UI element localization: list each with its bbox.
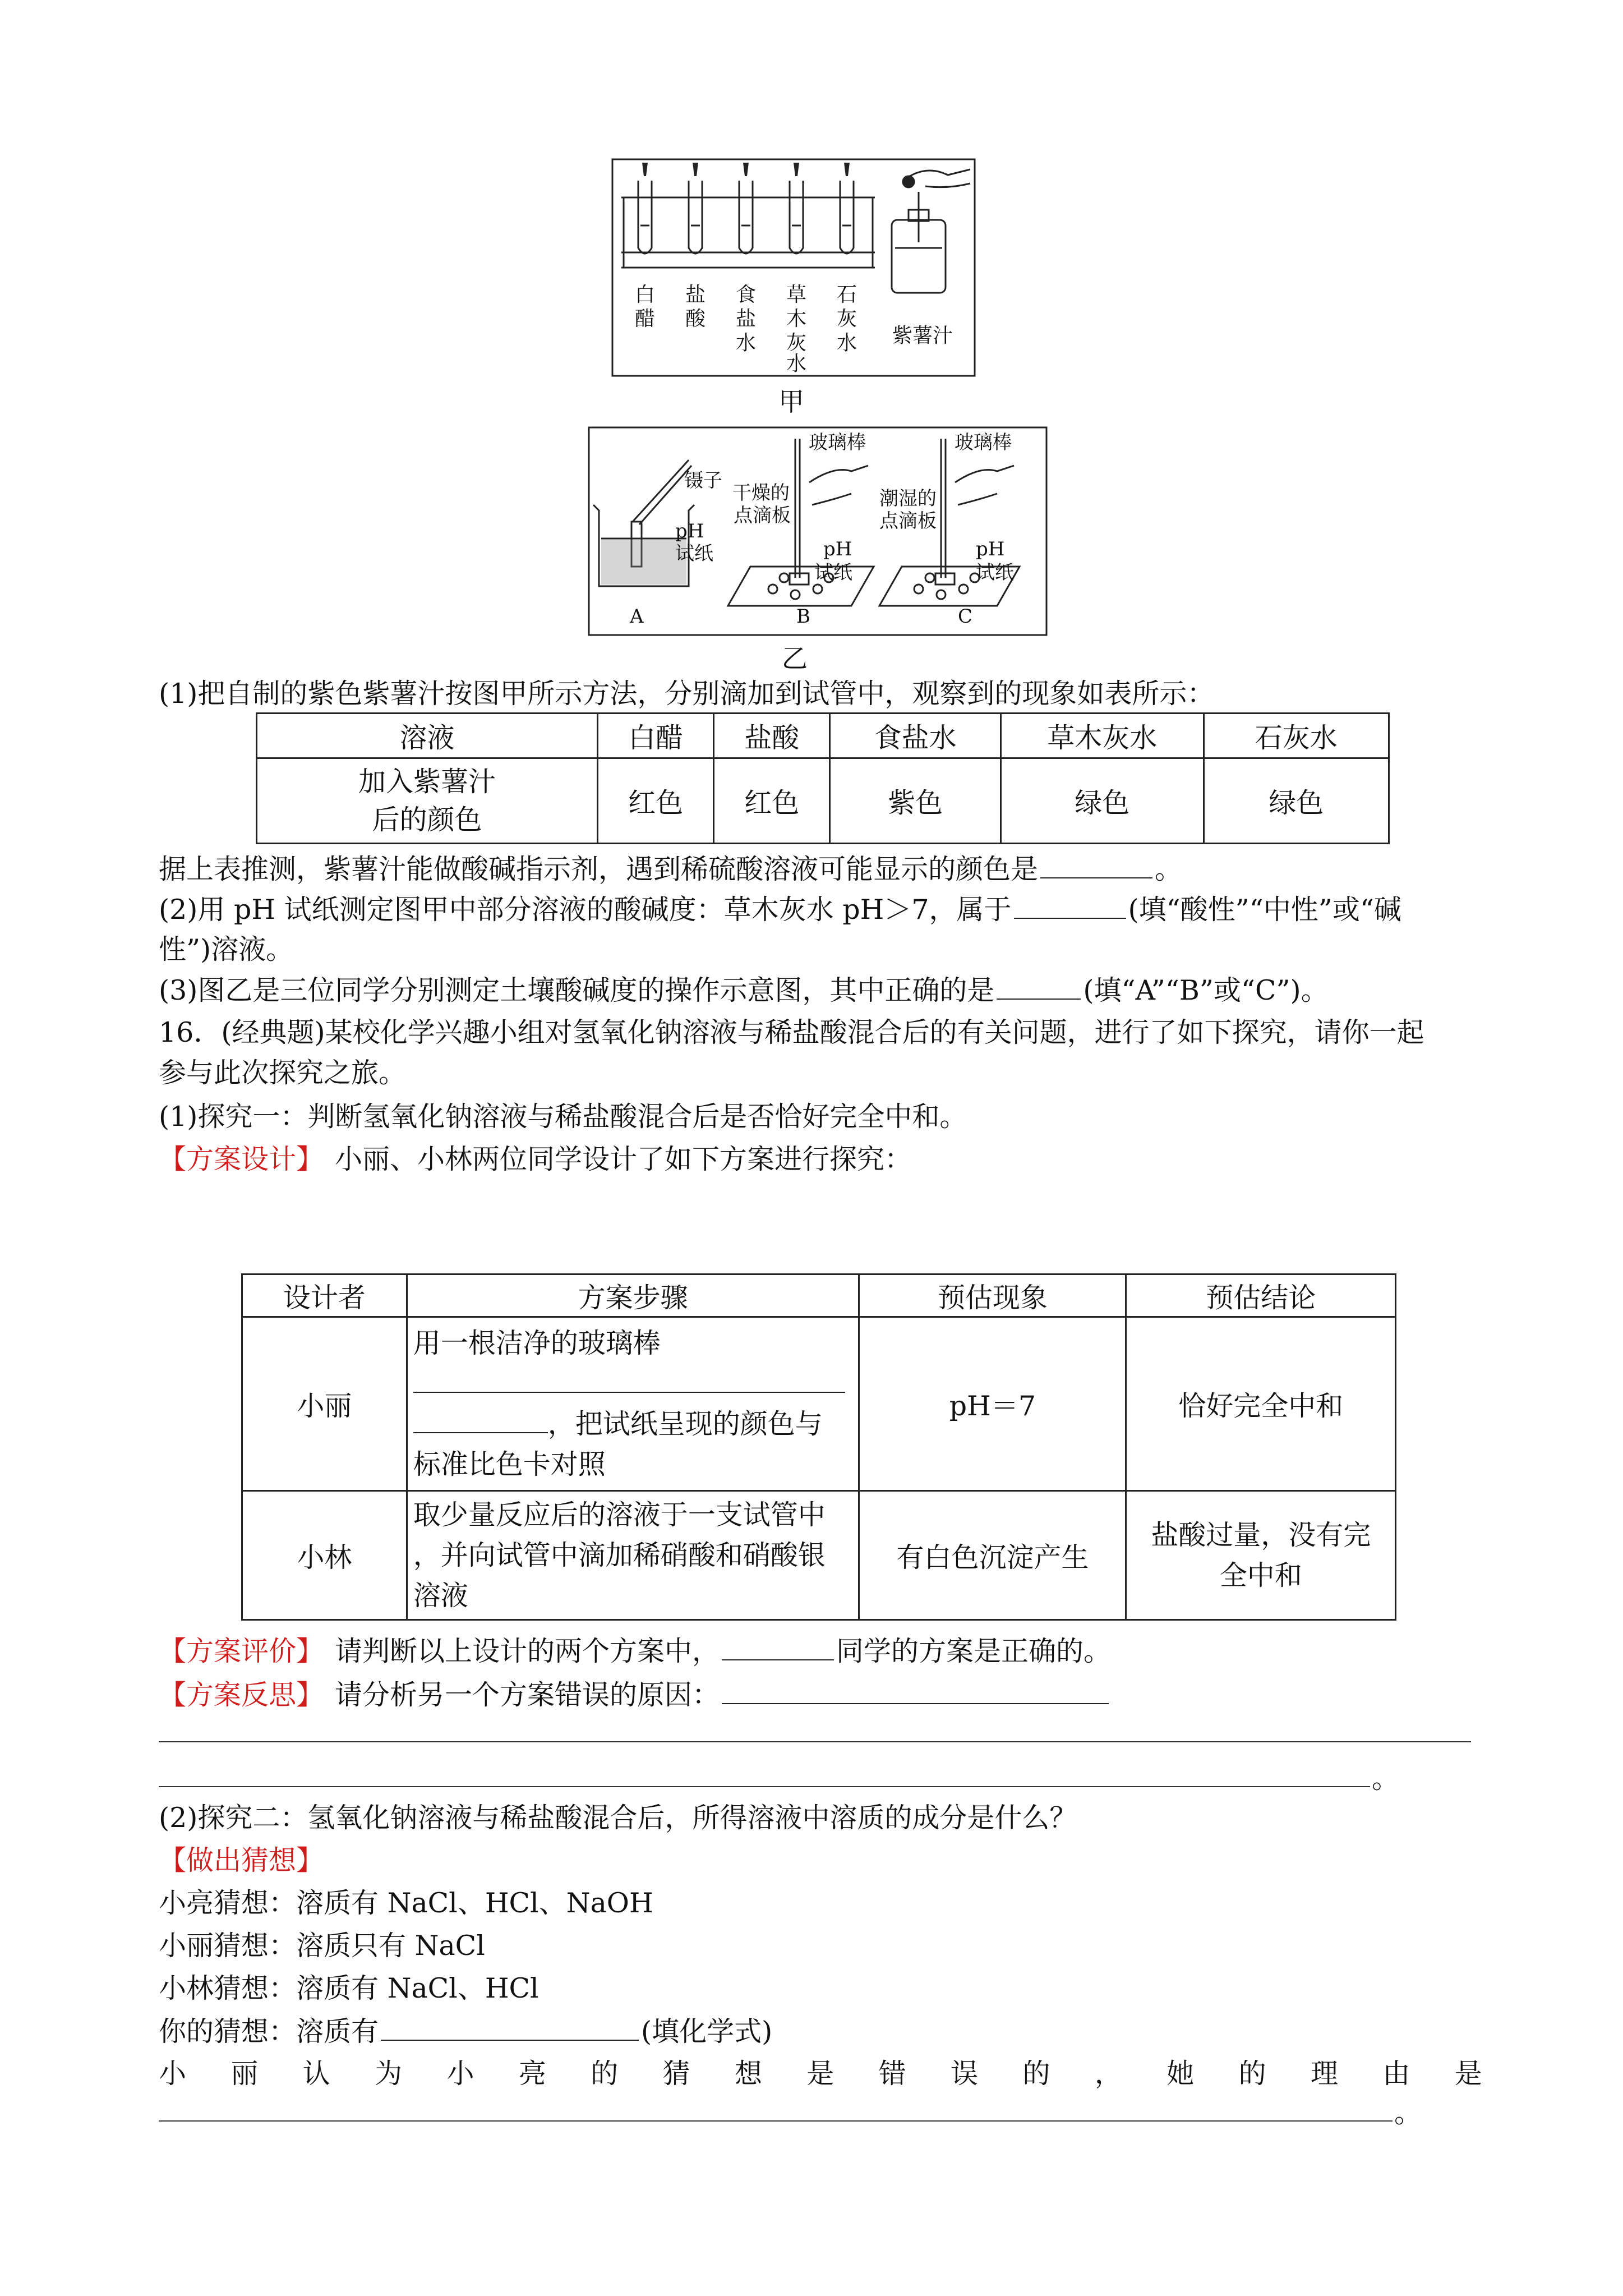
svg-text:B: B <box>796 605 810 628</box>
q15-p1: (1)把自制的紫色紫薯汁按图甲所示方法，分别滴加到试管中，观察到的现象如表所示： <box>159 678 1215 710</box>
answer-line-2[interactable] <box>159 1786 1370 1787</box>
svg-text:镊子: 镊子 <box>684 470 722 492</box>
svg-text:pH: pH <box>675 520 704 542</box>
reflect-tag: 【方案反思】 <box>159 1679 324 1711</box>
eval-tag: 【方案评价】 <box>159 1635 324 1667</box>
rod-label-b: 玻璃棒 <box>809 431 866 454</box>
figure-yi-caption: 乙 <box>782 643 808 674</box>
reason-period: 。 <box>1394 2097 1422 2129</box>
guess-4: 你的猜想：溶质有 (填化学式) <box>159 2014 772 2049</box>
reason-line: 小 丽 认 为 小 亮 的 猜 想 是 错 误 的 ， 她 的 理 由 是 <box>159 2058 1482 2090</box>
rod-label-c: 玻璃棒 <box>955 431 1012 454</box>
guess-3: 小林猜想：溶质有 NaCl、HCl <box>159 1972 539 2004</box>
svg-text:试纸: 试纸 <box>976 562 1014 584</box>
q15-p1-after: 据上表推测，紫薯汁能做酸碱指示剂，遇到稀硫酸溶液可能显示的颜色是 。 <box>159 852 1182 887</box>
answer-blank-5[interactable] <box>413 1406 548 1433</box>
answer-blank-4[interactable] <box>413 1366 845 1393</box>
answer-blank-8[interactable] <box>381 2014 639 2041</box>
svg-text:C: C <box>958 605 973 628</box>
svg-text:水: 水 <box>836 332 857 355</box>
answer-blank-3[interactable] <box>997 973 1081 1000</box>
q15-p2: (2)用 pH 试纸测定图甲中部分溶液的酸碱度：草木灰水 pH＞7，属于 (填“酸性”“中性”或“碱 <box>159 892 1401 927</box>
svg-text:酸: 酸 <box>685 307 706 330</box>
svg-text:潮湿的: 潮湿的 <box>879 487 937 510</box>
svg-text:点滴板: 点滴板 <box>734 504 791 527</box>
q16-intro-1: 16．(经典题)某校化学兴趣小组对氢氧化钠溶液与稀盐酸混合后的有关问题，进行了如下探究，请你一起 <box>159 1016 1424 1048</box>
q16-design: 【方案设计】 小丽、小林两位同学设计了如下方案进行探究： <box>159 1143 912 1175</box>
q16-intro-2: 参与此次探究之旅。 <box>159 1057 407 1089</box>
q16-explore2: (2)探究二：氢氧化钠溶液与稀盐酸混合后，所得溶液中溶质的成分是什么？ <box>159 1802 1077 1834</box>
figure-yi <box>588 426 1048 636</box>
answer-line-period: 。 <box>1372 1763 1400 1795</box>
svg-text:食: 食 <box>735 283 757 306</box>
svg-text:点滴板: 点滴板 <box>879 510 937 532</box>
answer-line-1[interactable] <box>159 1741 1471 1742</box>
svg-text:盐: 盐 <box>685 283 706 306</box>
svg-text:pH: pH <box>823 538 852 560</box>
guess-2: 小丽猜想：溶质只有 NaCl <box>159 1930 485 1962</box>
q16-eval: 【方案评价】 请判断以上设计的两个方案中， 同学的方案是正确的。 <box>159 1634 1111 1669</box>
q15-p2-cont: 性”)溶液。 <box>159 933 294 965</box>
figure-jia <box>611 158 976 377</box>
q15-p3: (3)图乙是三位同学分别测定土壤酸碱度的操作示意图，其中正确的是 (填“A”“B”或“C”)。 <box>159 973 1329 1008</box>
q16-reflect: 【方案反思】 请分析另一个方案错误的原因： <box>159 1677 1111 1713</box>
svg-text:pH: pH <box>976 538 1005 560</box>
svg-text:干燥的: 干燥的 <box>732 482 790 504</box>
svg-text:草: 草 <box>786 283 807 306</box>
test-tubes <box>638 181 854 254</box>
answer-blank-1[interactable] <box>1040 852 1152 878</box>
svg-text:盐: 盐 <box>735 307 757 330</box>
q15-table: 溶液 白醋 盐酸 食盐水 草木灰水 石灰水 加入紫薯汁 后的颜色 红色 红色 紫色 绿色 绿色 <box>256 712 1390 844</box>
svg-text:灰: 灰 <box>836 307 857 330</box>
figure-jia-caption: 甲 <box>778 386 804 417</box>
answer-blank-2[interactable] <box>1014 892 1126 919</box>
svg-text:白: 白 <box>634 283 656 306</box>
design-tag: 【方案设计】 <box>159 1143 324 1175</box>
q16-table: 设计者 方案步骤 预估现象 预估结论 小丽 用一根洁净的玻璃棒 ，把试纸呈现的颜色与 标准比色卡对照 pH＝7 恰好完全中和 小林 取少量反应后的溶液于一支试管中 ，并向试管中滴加稀硝酸和硝酸银 溶液 有白色沉淀产生 盐酸过量，没有完 全中和 <box>241 1273 1396 1621</box>
svg-text:水: 水 <box>786 352 807 375</box>
svg-text:木: 木 <box>786 307 807 330</box>
answer-blank-7[interactable] <box>722 1677 1109 1704</box>
guess-tag: 【做出猜想】 <box>159 1844 324 1876</box>
svg-text:试纸: 试纸 <box>675 542 713 565</box>
svg-text:醋: 醋 <box>634 307 656 330</box>
guess-1: 小亮猜想：溶质有 NaCl、HCl、NaOH <box>159 1887 653 1919</box>
svg-text:水: 水 <box>735 332 757 355</box>
answer-blank-6[interactable] <box>722 1634 834 1660</box>
svg-text:灰: 灰 <box>786 332 807 355</box>
answer-line-3[interactable] <box>159 2120 1393 2122</box>
svg-text:试纸: 试纸 <box>814 562 852 584</box>
svg-text:石: 石 <box>836 283 857 306</box>
q16-explore1: (1)探究一：判断氢氧化钠溶液与稀盐酸混合后是否恰好完全中和。 <box>159 1101 967 1133</box>
bottle-label: 紫薯汁 <box>892 324 953 347</box>
svg-text:A: A <box>630 605 644 628</box>
